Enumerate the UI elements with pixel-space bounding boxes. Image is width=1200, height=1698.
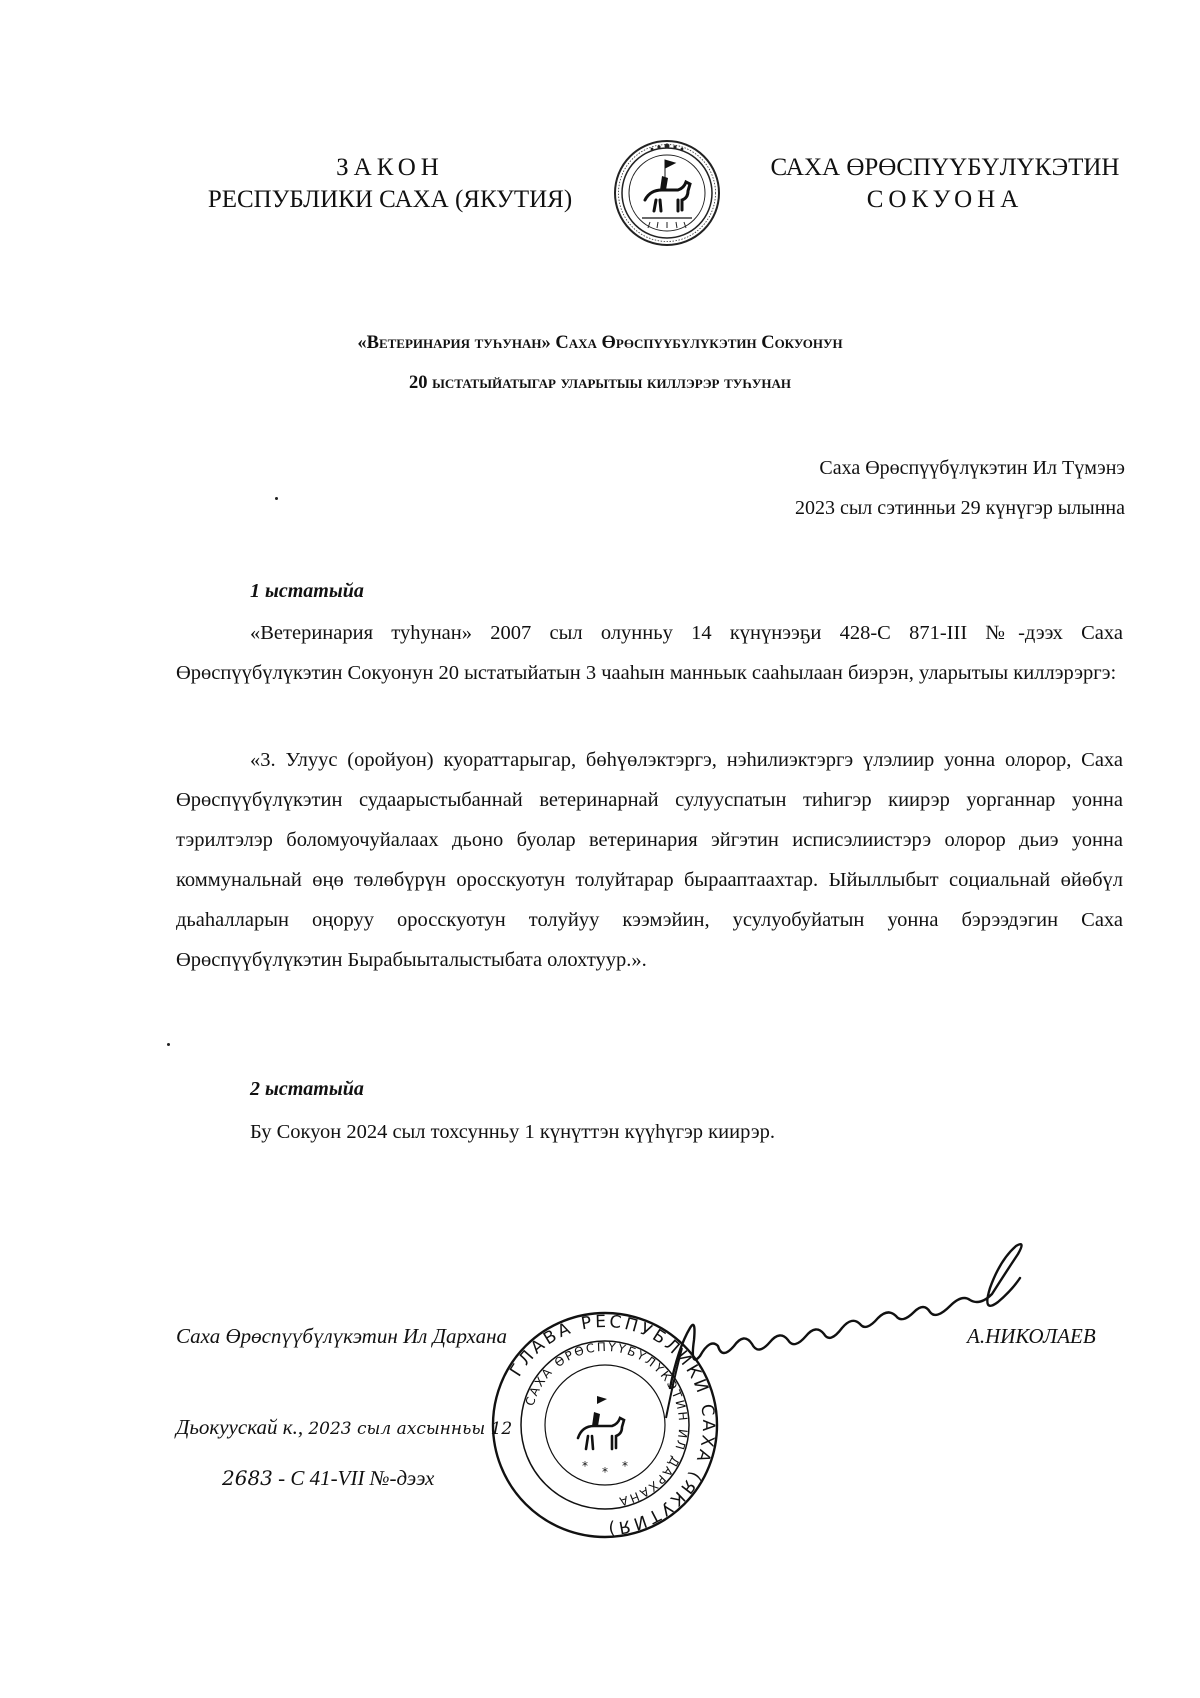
header-right xyxy=(745,152,1145,216)
article-2-paragraph-1: Бу Сокуон 2024 сыл тохсунньу 1 күнүттэн күүһүгэр киирэр. xyxy=(250,1121,776,1143)
coat-of-arms-icon xyxy=(612,138,722,248)
svg-text:*: * xyxy=(602,1465,608,1479)
republic-name-ru: РЕСПУБЛИКИ САХА (ЯКУТИЯ) xyxy=(207,186,573,213)
seal-outer-text: ГЛАВА РЕСПУБЛИКИ САХА (ЯКУТИЯ) xyxy=(506,1311,719,1539)
signing-place-date xyxy=(176,1415,512,1440)
title-line-1: «Ветеринария туһунан» Саха Өрөспүүбүлүкэтин Сокуонун xyxy=(357,333,843,353)
article-1-heading: 1 ыстатыйа xyxy=(250,580,364,602)
adopting-body: Саха Өрөспүүбүлүкэтин Ил Түмэнэ xyxy=(819,457,1125,479)
official-seal-icon xyxy=(490,1310,720,1540)
republic-name-sakha: САХА ӨРӨСПҮҮБҮЛҮКЭТИН xyxy=(770,154,1120,181)
seal-inner-text: САХА ӨРӨСПҮҮБҮЛҮКЭТИН ИЛ ДАРХАНА xyxy=(522,1339,691,1509)
adoption-date: 2023 сыл сэтинньи 29 күнүгэр ылынна xyxy=(794,497,1125,519)
signing-place: Дьокуускай к., xyxy=(176,1415,304,1439)
svg-text:*: * xyxy=(622,1459,628,1473)
law-number xyxy=(222,1466,434,1491)
article-1-paragraph-1: «Ветеринария туһунан» 2007 сыл олунньу 14 күнүнээҕи 428-С 871-III №-дээх Саха Өрөспүүбүлүкэтин Сокуонун 20 ыстатыйатын 3 чааһын манньык сааһылаан биэрэн, уларытыы киллэрэргэ: xyxy=(176,622,1123,684)
document-title xyxy=(150,323,1050,403)
adoption-block xyxy=(795,448,1125,528)
article-1-paragraph-2: «3. Улуус (оройуон) куораттарыгар, бөһүөлэктэргэ, нэһилиэктэргэ үлэлиир уонна олорор, Саха Өрөспүүбүлүкэтин судаарыстыбаннай ветеринарнай сулууспатын тиһигэр киирэр уорганнар уонна тэрилтэлэр боломуочуйалаах дьоно буолар ветеринария эйгэтин исписэлиистэрэ олорор дьиэ уонна коммунальнай өңө төлөбүрүн оросскуотун толуйтарар бырааптаахтар. Ыйыллыбыт социальнай өйөбүл дьаһалларын оңоруу оросскуотун толуйуу кээмэйин, усулуобуйатын уонна бэрээдэгин Саха Өрөспүүбүлүкэтин Бырабыыталыстыбата олохтуур.». xyxy=(176,749,1123,971)
article-2-heading: 2 ыстатыйа xyxy=(250,1078,364,1100)
speck xyxy=(275,497,278,500)
signatory-name: А.НИКОЛАЕВ xyxy=(967,1324,1096,1348)
title-line-2: 20 ыстатыйатыгар уларытыы киллэрэр туһунан xyxy=(409,373,791,393)
header-left xyxy=(200,152,580,216)
speck xyxy=(167,1043,170,1046)
signatory-position: Саха Өрөспүүбүлүкэтин Ил Дархана xyxy=(176,1324,507,1348)
svg-text:*: * xyxy=(582,1459,588,1473)
law-number-suffix: - С 41-VII №-дээх xyxy=(278,1466,435,1490)
law-number-handwritten: 2683 xyxy=(222,1466,273,1490)
signing-date-handwritten: 2023 сыл ахсынньы 12 xyxy=(308,1419,513,1439)
law-label-sakha: СОКУОНА xyxy=(866,186,1024,213)
law-label-ru: ЗАКОН xyxy=(336,154,444,181)
